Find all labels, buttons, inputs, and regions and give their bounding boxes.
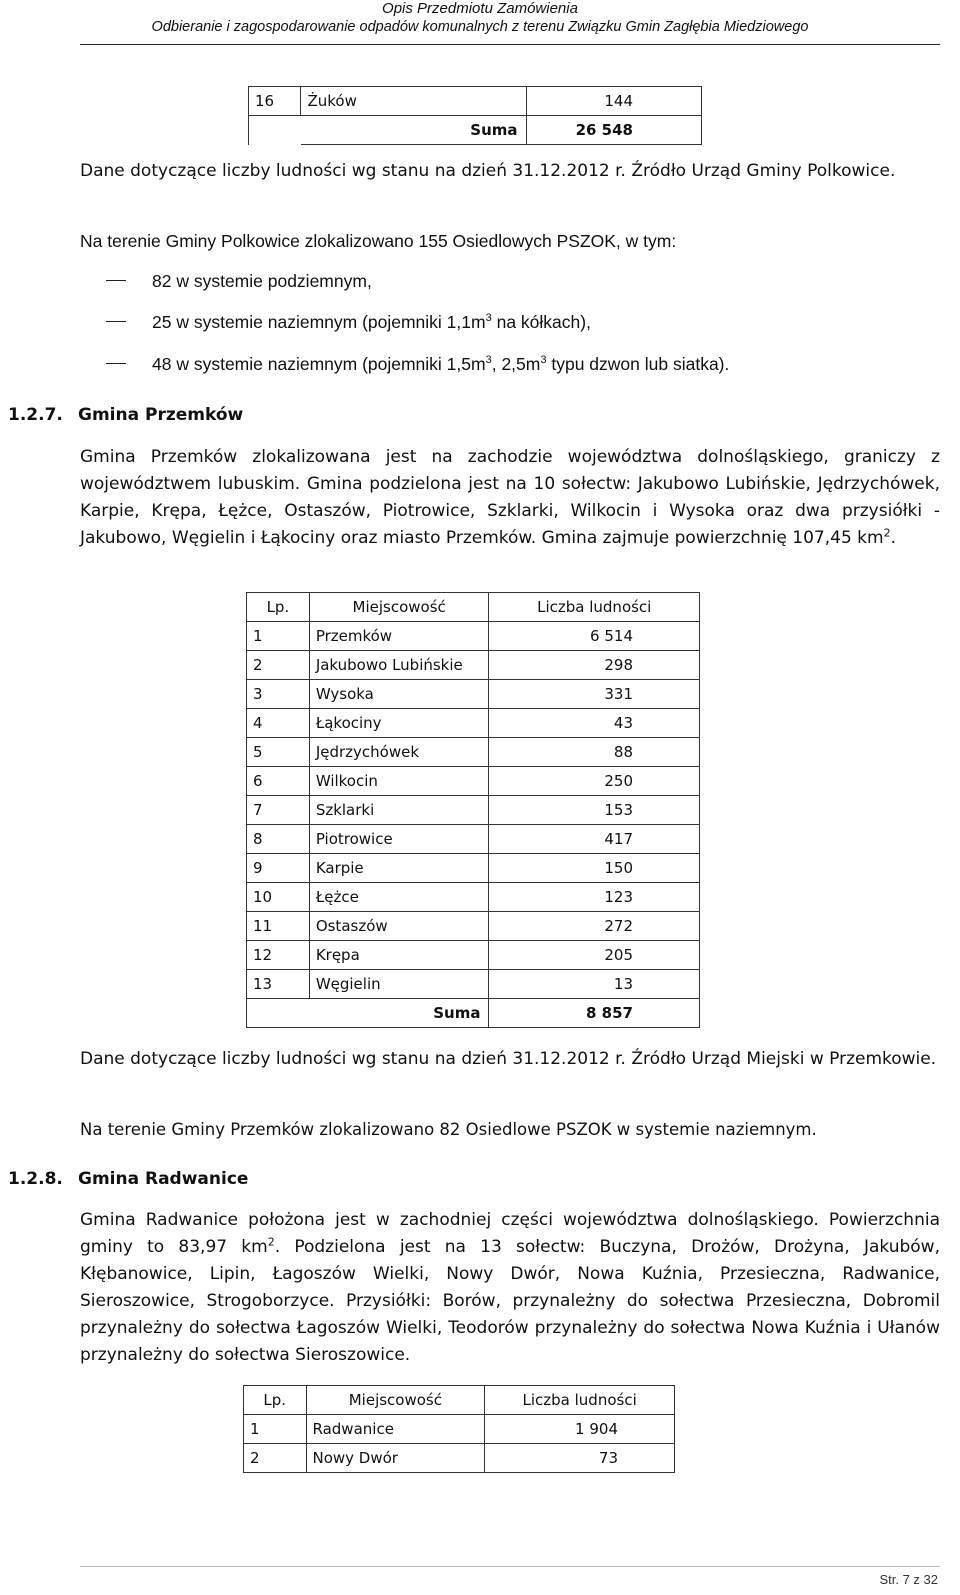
polkowice-pszok-intro: Na terenie Gminy Polkowice zlokalizowano 155 Osiedlowych PSZOK, w tym: xyxy=(80,231,677,251)
header-subtitle: Odbieranie i zagospodarowanie odpadów komunalnych z terenu Związku Gmin Zagłębia Miedziowego xyxy=(151,19,809,35)
footer-rule xyxy=(80,1566,940,1567)
list-item: 25 w systemie naziemnym (pojemniki $1,1m^3$ na kółkach), xyxy=(106,309,591,336)
table-sum-row: Suma 8 857 xyxy=(247,999,700,1028)
table-row: 6 Wilkocin 250 xyxy=(247,767,700,796)
header-rule xyxy=(80,44,940,45)
page-number: Str. 7 z 32 xyxy=(879,1572,938,1587)
table-row: 11 Ostaszów 272 xyxy=(247,912,700,941)
table-row: 8 Piotrowice 417 xyxy=(247,825,700,854)
table-row: 10 Łężce 123 xyxy=(247,883,700,912)
radwanice-paragraph: Gmina Radwanice położona jest w zachodniej części województwa dolnośląskiego. Powierzchnia gminy to 83,97 $km^2$. Podzielona jest na 13 sołectw: Buczyna, Drożów, Drożyna, Jakubów, Kłębanowice, Lipin, Łagoszów Wielki, Nowy Dwór, Nowa Kuźnia, Przesieczna, Radwanice, Sieroszowice, Strogoborzyce. Przysiółki: Borów, przynależny do sołectwa Przesieczna, Dobromil przynależny do sołectwa Łagoszów Wielki, Teodorów przynależny do sołectwa Nowa Kuźnia i Ułanów przynależny do sołectwa Sieroszowice. xyxy=(80,1210,940,1365)
table-row: 13 Węgielin 13 xyxy=(247,970,700,999)
table-sum-row: Suma 26 548 xyxy=(249,116,702,145)
radwanice-table xyxy=(243,1385,675,1473)
table-header-row: Lp. Miejscowość Liczba ludności xyxy=(247,593,700,622)
table-row: 2 Jakubowo Lubińskie 298 xyxy=(247,651,700,680)
list-item: 48 w systemie naziemnym (pojemniki $1,5m^3$, $2,5m^3$ typu dzwon lub siatka). xyxy=(106,351,729,378)
table-row: 16 Żuków 144 xyxy=(249,87,702,116)
section-heading-przemkow: 1.2.7. Gmina Przemków xyxy=(8,405,244,425)
table-row: 2 Nowy Dwór 73 xyxy=(244,1444,675,1473)
table-row: 4 Łąkociny 43 xyxy=(247,709,700,738)
list-item: 82 w systemie podziemnym, xyxy=(106,268,372,295)
page-header xyxy=(0,0,960,36)
przemkow-paragraph: Gmina Przemków zlokalizowana jest na zachodzie województwa dolnośląskiego, graniczy z województwem lubuskim. Gmina podzielona jest na 10 sołectw: Jakubowo Lubińskie, Jędrzychówek, Karpie, Krępa, Łężce, Ostaszów, Piotrowice, Szklarki, Wilkocin i Wysoka oraz dwa przysiółki - Jakubowo, Węgielin i Łąkociny oraz miasto Przemków. Gmina zajmuje powierzchnię 107,45 $km^2$. xyxy=(80,447,940,548)
dash-icon xyxy=(106,280,126,281)
table-row: 5 Jędrzychówek 88 xyxy=(247,738,700,767)
dash-icon xyxy=(106,321,126,322)
header-title: Opis Przedmiotu Zamówienia xyxy=(382,0,578,17)
przemkow-pszok: Na terenie Gminy Przemków zlokalizowano 82 Osiedlowe PSZOK w systemie naziemnym. xyxy=(80,1120,817,1139)
polkowice-table-tail xyxy=(248,86,702,145)
polkowice-source: Dane dotyczące liczby ludności wg stanu na dzień 31.12.2012 r. Źródło Urząd Gminy Polkowice. xyxy=(80,161,896,181)
table-row: 7 Szklarki 153 xyxy=(247,796,700,825)
table-row: 12 Krępa 205 xyxy=(247,941,700,970)
table-row: 9 Karpie 150 xyxy=(247,854,700,883)
table-header-row: Lp. Miejscowość Liczba ludności xyxy=(244,1386,675,1415)
przemkow-table xyxy=(246,592,700,1028)
przemkow-source: Dane dotyczące liczby ludności wg stanu na dzień 31.12.2012 r. Źródło Urząd Miejski w Przemkowie. xyxy=(80,1049,937,1069)
table-row: 1 Przemków 6 514 xyxy=(247,622,700,651)
section-heading-radwanice: 1.2.8. Gmina Radwanice xyxy=(8,1169,249,1189)
table-row: 3 Wysoka 331 xyxy=(247,680,700,709)
dash-icon xyxy=(106,363,126,364)
table-row: 1 Radwanice 1 904 xyxy=(244,1415,675,1444)
